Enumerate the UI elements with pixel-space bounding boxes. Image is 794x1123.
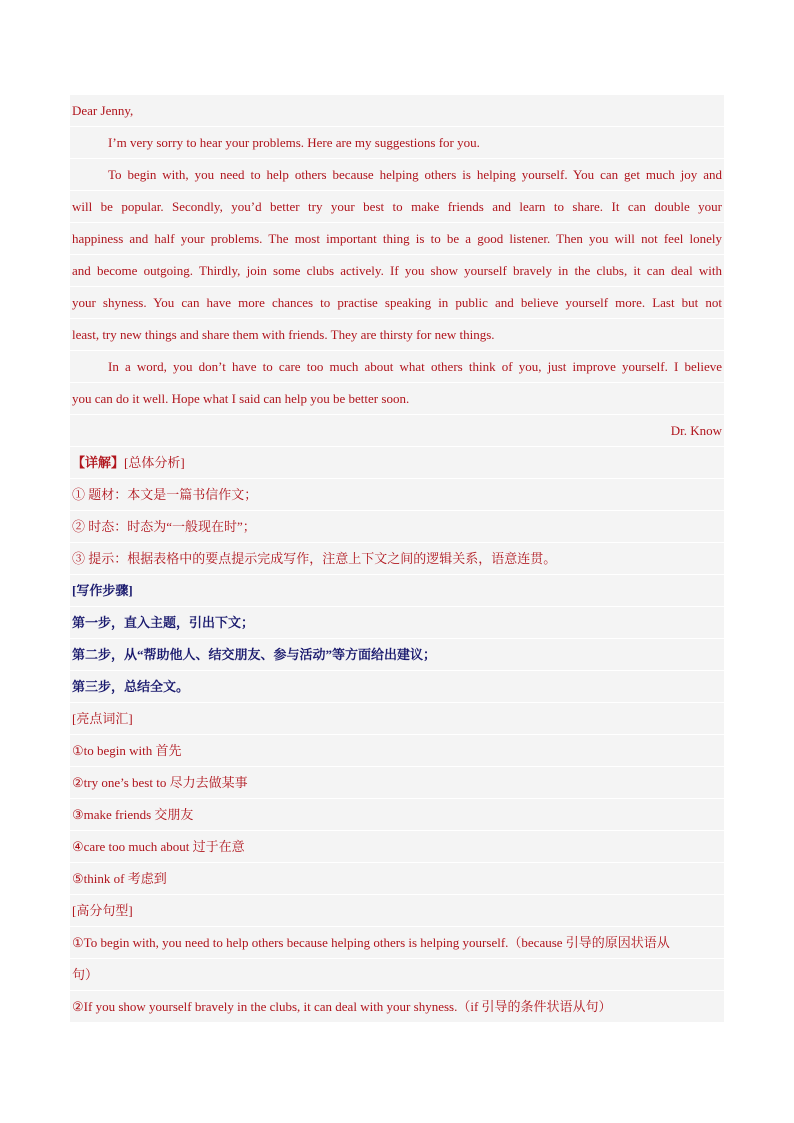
- vocab-item: ①to begin with 首先: [70, 735, 724, 767]
- vocab-item: ④care too much about 过于在意: [70, 831, 724, 863]
- letter-line: and become outgoing. Thirdly, join some clubs actively. If you show yourself bravely in the clubs, it can deal with: [70, 255, 724, 287]
- steps-item: 第一步，直入主题，引出下文；: [70, 607, 724, 639]
- analysis-heading-line: [70, 447, 724, 479]
- vocab-item: ⑤think of 考虑到: [70, 863, 724, 895]
- steps-heading: [写作步骤]: [70, 575, 724, 607]
- letter-line: least, try new things and share them with friends. They are thirsty for new things.: [70, 319, 724, 351]
- sentence-line: ①To begin with, you need to help others because helping others is helping yourself.（because 引导的原因状语从: [70, 927, 724, 959]
- vocab-item: ②try one’s best to 尽力去做某事: [70, 767, 724, 799]
- letter-line: your shyness. You can have more chances to practise speaking in public and believe yourself more. Last but not: [70, 287, 724, 319]
- letter-signature: Dr. Know: [70, 415, 724, 447]
- vocab-item: ③make friends 交朋友: [70, 799, 724, 831]
- analysis-tag: 【详解】: [72, 455, 125, 470]
- document-page: [70, 95, 724, 1023]
- sentences-heading: [高分句型]: [70, 895, 724, 927]
- sentence-line: 句）: [70, 959, 724, 991]
- analysis-item: ③ 提示：根据表格中的要点提示完成写作，注意上下文之间的逻辑关系，语意连贯。: [70, 543, 724, 575]
- letter-line: you can do it well. Hope what I said can help you be better soon.: [70, 383, 724, 415]
- sentence-line: ②If you show yourself bravely in the clubs, it can deal with your shyness.（if 引导的条件状语从句）: [70, 991, 724, 1023]
- letter-line: happiness and half your problems. The most important thing is to be a good listener. Then you will not feel lonely: [70, 223, 724, 255]
- steps-item: 第二步，从“帮助他人、结交朋友、参与活动”等方面给出建议；: [70, 639, 724, 671]
- letter-line: In a word, you don’t have to care too much about what others think of you, just improve yourself. I believe: [70, 351, 724, 383]
- analysis-item: ② 时态：时态为“一般现在时”；: [70, 511, 724, 543]
- analysis-item: ① 题材：本文是一篇书信作文；: [70, 479, 724, 511]
- vocab-heading: [亮点词汇]: [70, 703, 724, 735]
- letter-greeting: Dear Jenny,: [70, 95, 724, 127]
- letter-line: To begin with, you need to help others because helping others is helping yourself. You can get much joy and: [70, 159, 724, 191]
- analysis-heading: [总体分析]: [124, 455, 185, 470]
- letter-line: I’m very sorry to hear your problems. Here are my suggestions for you.: [70, 127, 724, 159]
- steps-item: 第三步，总结全文。: [70, 671, 724, 703]
- letter-line: will be popular. Secondly, you’d better try your best to make friends and learn to share. It can double your: [70, 191, 724, 223]
